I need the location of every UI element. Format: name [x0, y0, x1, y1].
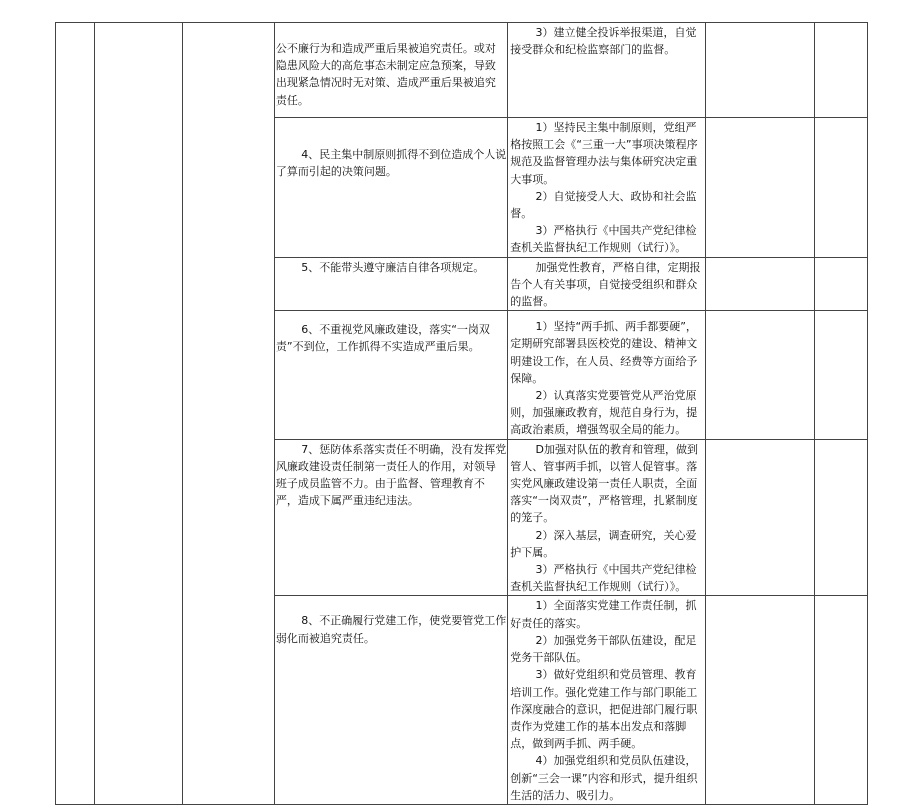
index-cell — [56, 23, 95, 805]
measure-text: 2）自觉接受人大、政协和社会监督。 — [510, 189, 697, 221]
blank-cell — [705, 257, 814, 311]
post-cell — [95, 23, 183, 805]
duty-cell — [183, 23, 274, 805]
measure-cell — [508, 23, 705, 118]
blank-cell — [814, 118, 868, 258]
measure-text: 3）建立健全投诉举报渠道，自觉接受群众和纪检监察部门的监督。 — [510, 26, 697, 57]
blank-cell — [814, 311, 868, 439]
risk-point-cell — [274, 23, 507, 118]
table-row — [56, 23, 868, 118]
measure-cell — [508, 596, 705, 804]
blank-cell — [814, 596, 868, 804]
blank-cell — [814, 23, 868, 118]
blank-cell — [705, 311, 814, 439]
measure-text: 2）认真落实党要管党从严治党原则，加强廉政教育，规范自身行为，提高政治素质，增强驾驭全局的能力。 — [510, 389, 698, 437]
measure-text: 2）深入基层，调查研究，关心爱护下属。 — [510, 528, 697, 559]
measure-text: 3）严格执行《中国共产党纪律检查机关监督执纪工作规则（试行）》。 — [510, 224, 697, 255]
measure-text: 加强党性教育，严格自律，定期报告个人有关事项，自觉接受组织和群众的监督。 — [510, 260, 701, 309]
blank-cell — [705, 118, 814, 258]
measure-text: 3）做好党组织和党员管理、教育培训工作。强化党建工作与部门职能工作深度融合的意识，把促进部门履行职责作为党建工作的基本出发点和落脚点，做到两手抓、两手硬。 — [510, 668, 698, 751]
blank-cell — [705, 439, 814, 596]
measure-text: 2）加强党务干部队伍建设，配足党务干部队伍。 — [510, 633, 697, 665]
risk-point-cell — [274, 439, 507, 596]
risk-text: 5、不能带头遵守廉洁自律各项规定。 — [301, 260, 485, 274]
measure-cell — [508, 439, 705, 596]
risk-text: 公不廉行为和造成严重后果被追究责任。或对隐患风险大的高危事态未制定应急预案，导致出现紧急情况时无对策、造成严重后果被追究责任。 — [275, 42, 496, 107]
measure-cell — [508, 118, 705, 258]
measure-cell — [508, 311, 705, 439]
risk-point-cell — [274, 118, 507, 258]
risk-text: 4、民主集中制原则抓得不到位造成个人说了算而引起的决策问题。 — [275, 148, 507, 179]
measure-text: 3）严格执行《中国共产党纪律检查机关监督执纪工作规则（试行）》。 — [510, 563, 697, 594]
risk-point-cell — [274, 596, 507, 804]
risk-point-cell — [274, 311, 507, 439]
risk-control-table — [55, 22, 868, 805]
risk-point-cell — [274, 257, 507, 311]
measure-cell — [508, 257, 705, 311]
measure-text: 1）全面落实党建工作责任制，抓好责任的落实。 — [510, 599, 697, 630]
risk-text: 8、不正确履行党建工作，使党要管党工作弱化而被追究责任。 — [275, 614, 507, 645]
blank-cell — [705, 23, 814, 118]
measure-text: 1）坚持“两手抓、两手都要硬”，定期研究部署县医校党的建设、精神文明建设工作，在人员、经费等方面给予保障。 — [510, 320, 698, 385]
blank-cell — [814, 439, 868, 596]
measure-text: 4）加强党组织和党员队伍建设，创新“三会一课”内容和形式，提升组织生活的活力、吸引力。 — [510, 754, 698, 802]
blank-cell — [814, 257, 868, 311]
blank-cell — [705, 596, 814, 804]
measure-text: D加强对队伍的教育和管理，做到管人、管事两手抓，以管人促管事。落实党风廉政建设第一责任人职责，全面落实“一岗双责”，严格管理，扎紧制度的笼子。 — [510, 442, 698, 525]
risk-text: 7、惩防体系落实责任不明确，没有发挥党风廉政建设责任制第一责任人的作用，对领导班子成员监管不力。由于监督、管理教育不严，造成下属严重违纪违法。 — [275, 442, 507, 508]
risk-text: 6、不重视党风廉政建设，落实“一岗双责”不到位，工作抓得不实造成严重后果。 — [275, 323, 490, 354]
measure-text: 1）坚持民主集中制原则，党组严格按照工会《“三重一大”事项决策程序规范及监督管理办法与集体研究决定重大事项。 — [510, 121, 698, 186]
